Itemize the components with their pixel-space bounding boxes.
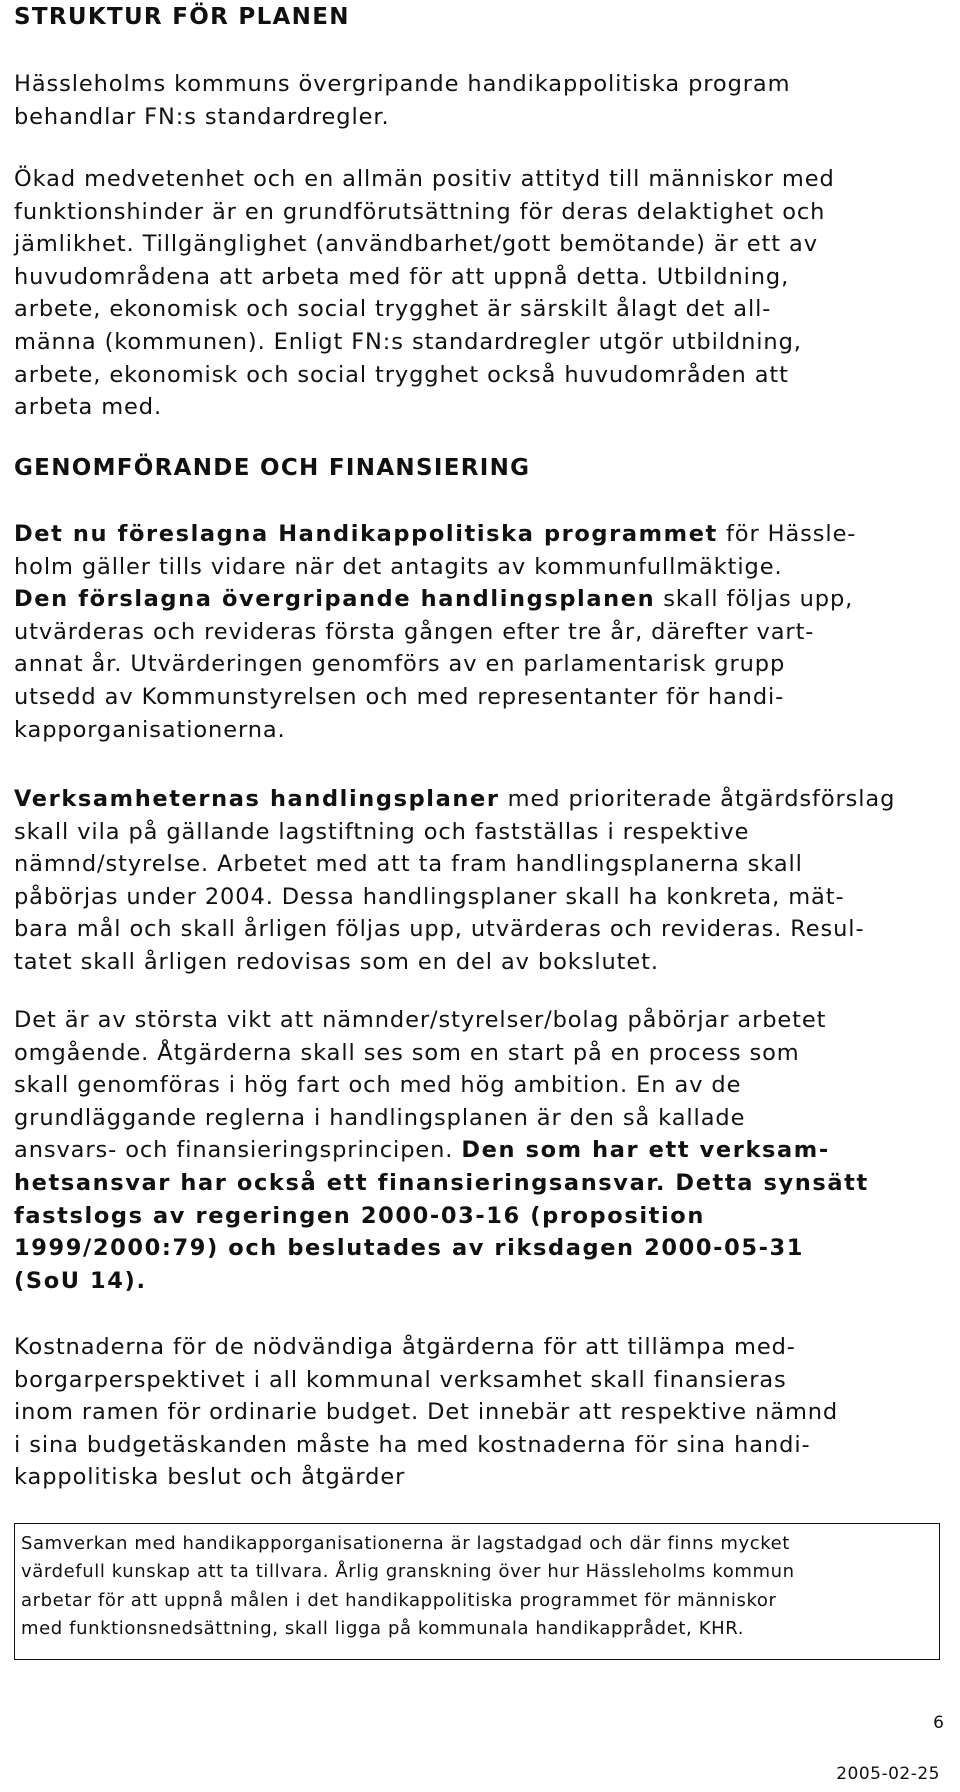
section-heading-implementation: GENOMFÖRANDE OCH FINANSIERING [14, 455, 531, 481]
paragraph-costs [14, 1331, 838, 1494]
text-line: 1999/2000:79) och beslutades av riksdagen 2000-05-31 [14, 1235, 805, 1262]
boxed-note [14, 1523, 940, 1660]
text-line: fastslogs av regeringen 2000-03-16 (proposition [14, 1202, 705, 1229]
text-run: för Hässle- [717, 521, 857, 547]
text-line: utvärderas och revideras första gången efter tre år, därefter vart- [14, 618, 815, 645]
text-run: ansvars- och finansieringsprincipen. [14, 1137, 462, 1164]
text-line: arbete, ekonomisk och social trygghet är särskilt ålagt det all- [14, 296, 772, 323]
text-run: med prioriterade åtgärdsförslag [499, 786, 896, 812]
text-line: påbörjas under 2004. Dessa handlingsplaner skall ha konkreta, mät- [14, 883, 845, 910]
text-line: Hässleholms kommuns övergripande handikappolitiska program [14, 71, 791, 97]
text-line: huvudområdena att arbeta med för att uppnå detta. Utbildning, [14, 263, 790, 290]
bold-phrase: Det nu föreslagna Handikappolitiska programmet [14, 521, 718, 547]
paragraph-awareness [14, 163, 835, 424]
bold-phrase: Den som har ett verksam- [461, 1137, 830, 1164]
text-line: utsedd av Kommunstyrelsen och med representanter för handi- [14, 683, 785, 710]
text-run: skall följas upp, [655, 586, 854, 613]
text-line: skall genomföras i hög fart och med hög ambition. En av de [14, 1072, 742, 1099]
text-line: nämnd/styrelse. Arbetet med att ta fram handlingsplanerna skall [14, 851, 803, 878]
document-page [14, 0, 954, 1792]
text-line: männa (kommunen). Enligt FN:s standardregler utgör utbildning, [14, 328, 802, 355]
paragraph-action-plans [14, 783, 895, 979]
bold-phrase: Den förslagna övergripande handlingsplanen [14, 586, 656, 613]
text-line: jämlikhet. Tillgänglighet (användbarhet/gott bemötande) är ett av [14, 231, 818, 258]
text-line: Kostnaderna för de nödvändiga åtgärderna för att tillämpa med- [14, 1334, 796, 1360]
text-line: grundläggande reglerna i handlingsplanen är den så kallade [14, 1104, 746, 1131]
text-line: holm gäller tills vidare när det antagits av kommunfullmäktige. [14, 553, 783, 580]
text-line [14, 583, 856, 616]
text-line [14, 783, 895, 816]
paragraph-program-validity [14, 518, 856, 746]
page-number: 6 [933, 1713, 944, 1733]
text-line: bara mål och skall årligen följas upp, utvärderas och revideras. Resul- [14, 916, 865, 943]
text-line: inom ramen för ordinarie budget. Det innebär att respektive nämnd [14, 1399, 839, 1426]
text-line: (SoU 14). [14, 1267, 147, 1294]
text-line: med funktionsnedsättning, skall ligga på kommunala handikapprådet, KHR. [21, 1618, 745, 1640]
text-line: hetsansvar har också ett finansieringsansvar. Detta synsätt [14, 1169, 869, 1196]
text-line: i sina budgetäskanden måste ha med kostnaderna för sina handi- [14, 1431, 811, 1458]
text-line: annat år. Utvärderingen genomförs av en parlamentarisk grupp [14, 651, 786, 678]
text-line: Ökad medvetenhet och en allmän positiv attityd till människor med [14, 166, 835, 192]
bold-phrase: Verksamheternas handlingsplaner [14, 786, 500, 812]
text-line: kappolitiska beslut och åtgärder [14, 1464, 406, 1491]
text-line: tatet skall årligen redovisas som en del av bokslutet. [14, 948, 659, 975]
text-line: värdefull kunskap att ta tillvara. Årlig granskning över hur Hässleholms kommun [21, 1561, 795, 1583]
text-line: arbete, ekonomisk och social trygghet också huvudområden att [14, 361, 789, 388]
text-line: omgående. Åtgärderna skall ses som en start på en process som [14, 1039, 800, 1066]
text-line: funktionshinder är en grundförutsättning för deras delaktighet och [14, 198, 826, 225]
text-line: behandlar FN:s standardregler. [14, 103, 390, 130]
document-date: 2005-02-25 [836, 1764, 940, 1784]
paragraph-program-scope [14, 68, 790, 133]
text-line: kapporganisationerna. [14, 716, 286, 743]
paragraph-responsibility-principle [14, 1004, 869, 1297]
text-line [14, 518, 856, 551]
text-line: Det är av största vikt att nämnder/styrelser/bolag påbörjar arbetet [14, 1007, 827, 1033]
text-line: Samverkan med handikapporganisationerna är lagstadgad och där finns mycket [21, 1533, 790, 1554]
boxed-note-text [21, 1530, 939, 1644]
text-line: borgarperspektivet i all kommunal verksamhet skall finansieras [14, 1366, 787, 1393]
section-heading-structure: STRUKTUR FÖR PLANEN [14, 4, 350, 30]
text-line [14, 1134, 869, 1167]
text-line: skall vila på gällande lagstiftning och fastställas i respektive [14, 818, 750, 845]
text-line: arbeta med. [14, 394, 163, 421]
text-line: arbetar för att uppnå målen i det handikappolitiska programmet för människor [21, 1589, 777, 1611]
